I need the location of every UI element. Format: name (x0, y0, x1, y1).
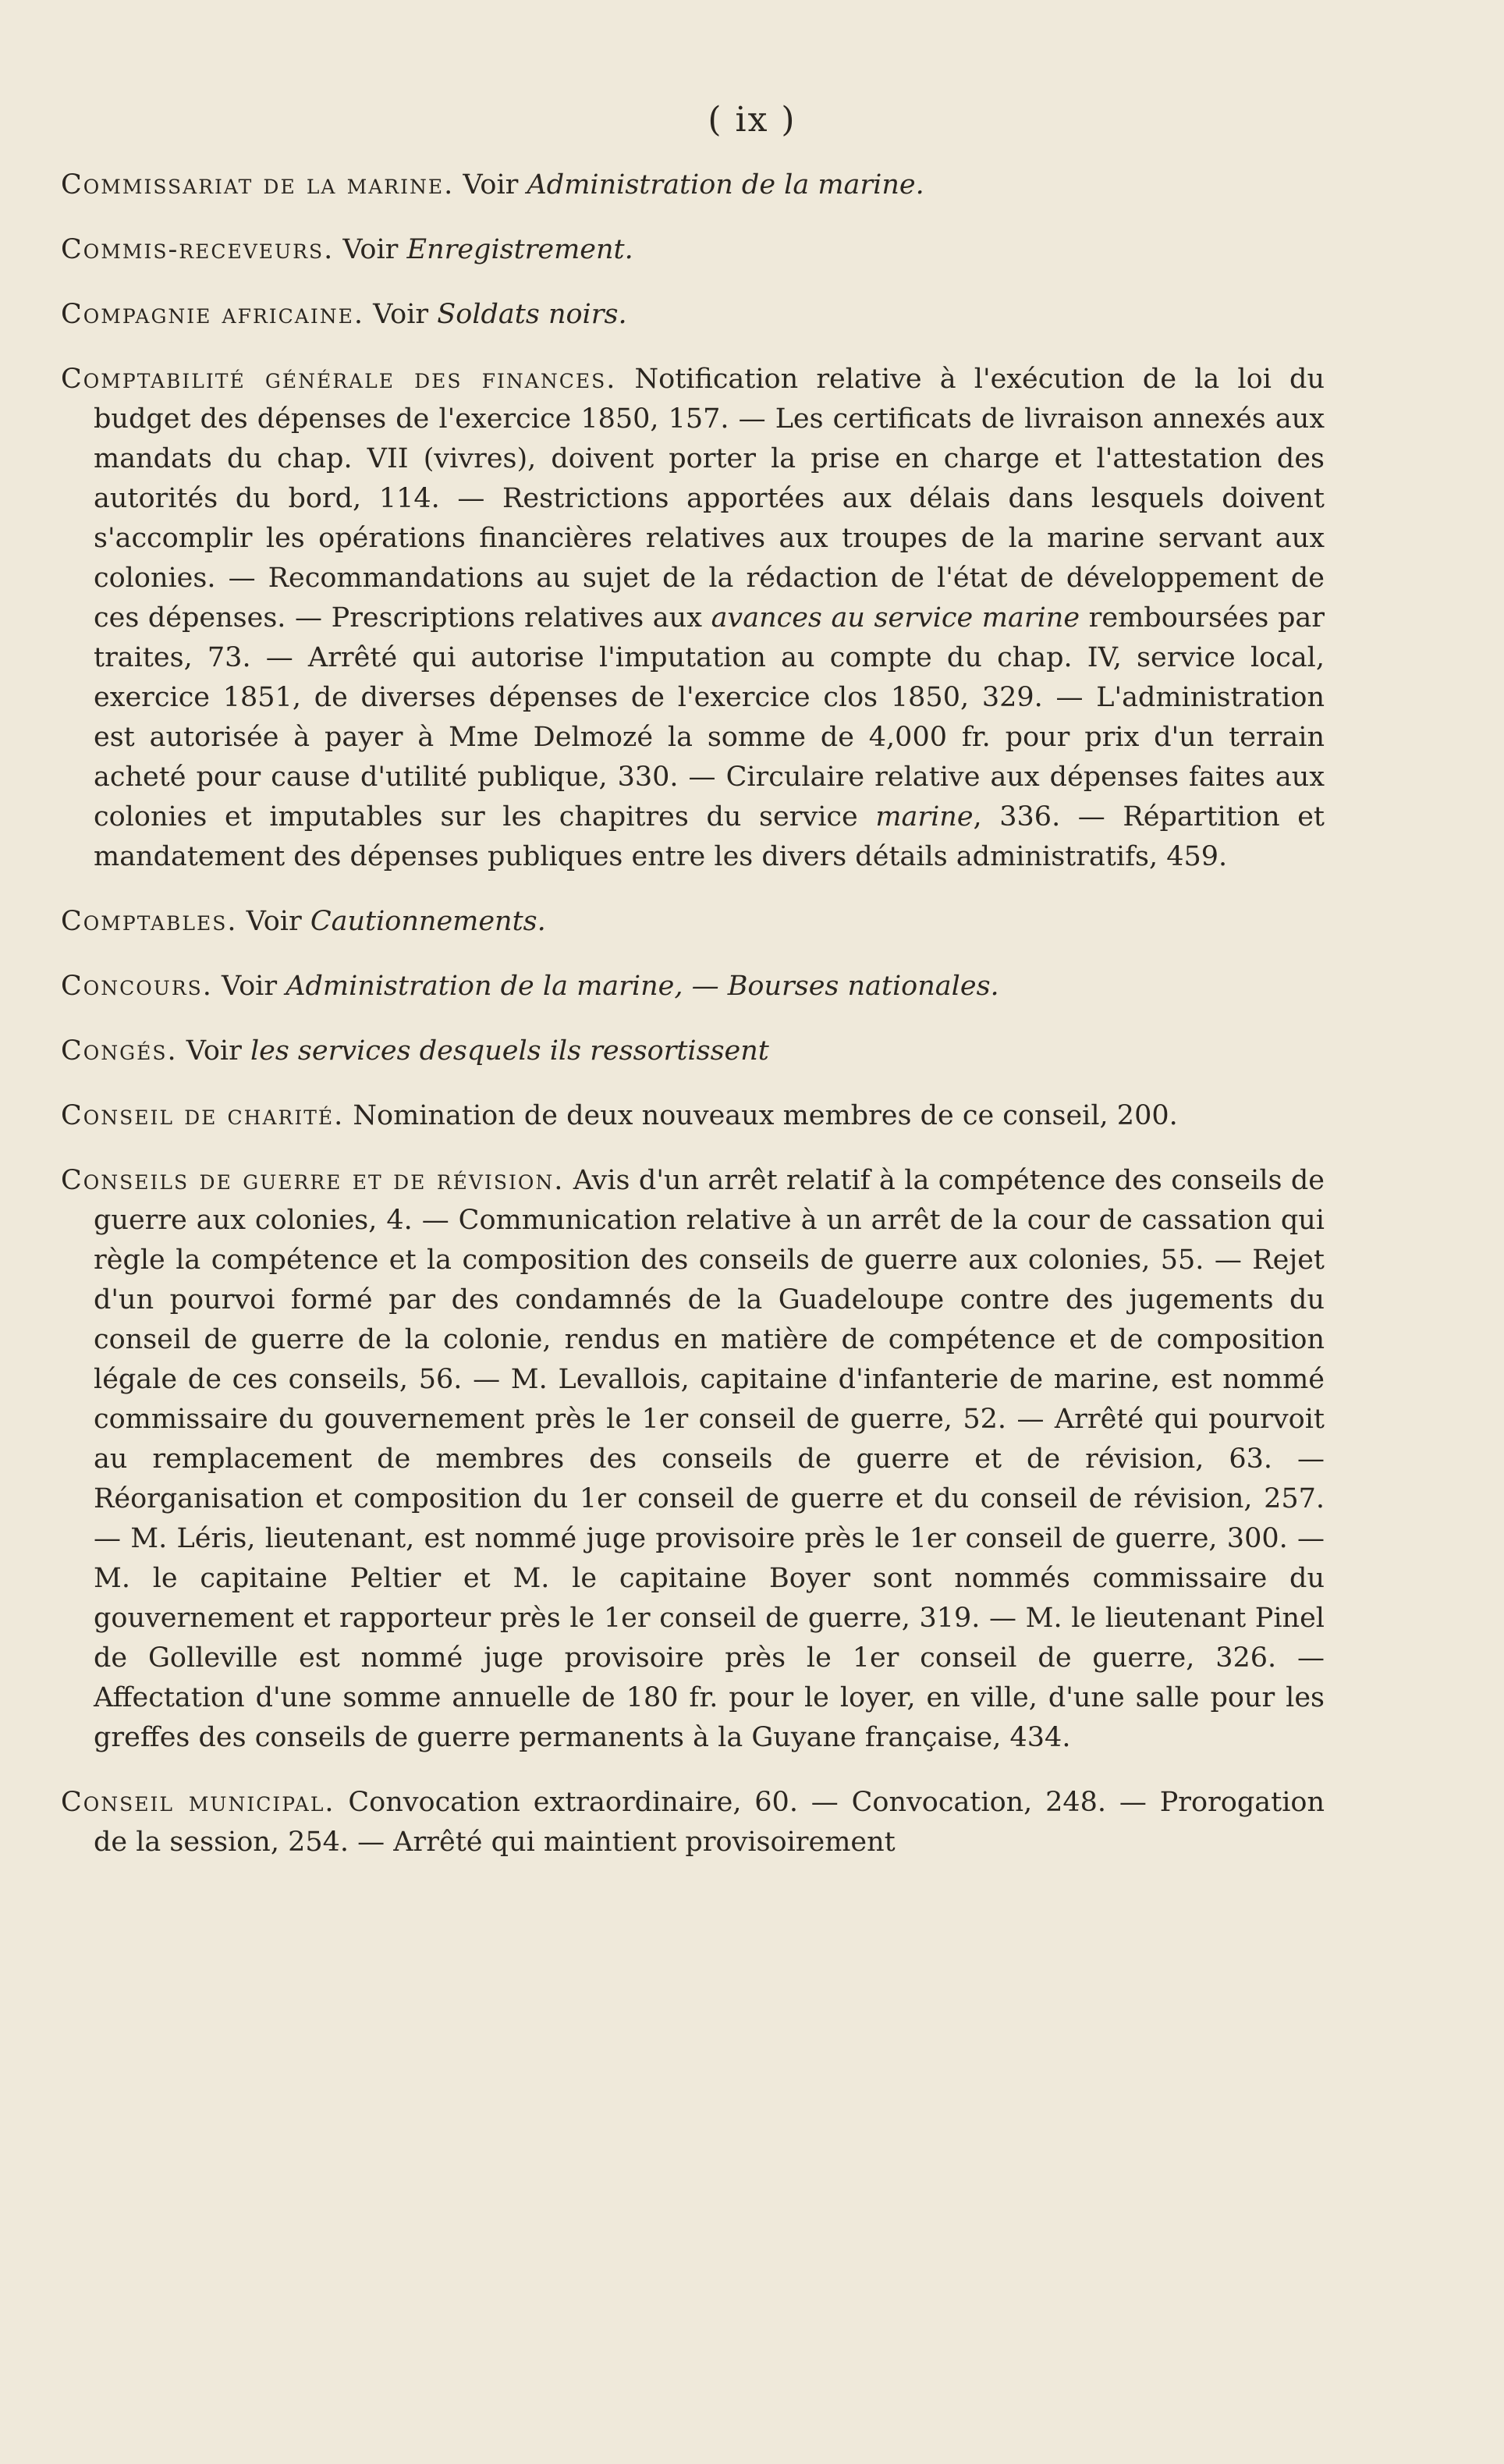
entry-text: Voir (364, 299, 438, 330)
index-entry (61, 902, 1325, 942)
entry-heading: Congés. (61, 1035, 178, 1067)
index-entry (61, 165, 1325, 205)
entry-reference: Administration de la marine, — Bourses nationales. (286, 971, 999, 1002)
entry-heading: Compagnie africaine. (61, 299, 364, 330)
entry-text: Notification relative à l'exécution de la loi du budget des dépenses de l'exercice 1850, 157. — Les certificats de livraison annexés aux mandats du chap. VII (vivres), doivent porter la prise en charge et l'attestation des autorités du bord, 114. — Restrictions apportées aux délais dans lesquels doivent s'accomplir les opérations financières relatives aux troupes de la marine servant aux colonies. — Recommandations au sujet de la rédaction de l'état de développement de ces dépenses. — Prescriptions relatives aux (94, 364, 1325, 634)
entry-text: Voir (177, 1035, 250, 1067)
entry-heading: Concours. (61, 971, 213, 1002)
entry-text: , 336. — Répartition et mandatement des dépenses publiques entre les divers détails administratifs, 459. (94, 801, 1325, 872)
index-entry (61, 230, 1325, 270)
entry-text: Voir (212, 971, 286, 1002)
index-entry (61, 967, 1325, 1007)
entry-heading: Commis-receveurs. (61, 234, 335, 265)
entry-reference: les services desquels ils ressortissent (250, 1035, 769, 1067)
entry-reference: Enregistrement. (406, 234, 633, 265)
page-number: ( ix ) (708, 100, 796, 140)
entry-heading: Comptables. (61, 906, 238, 937)
entry-text: Nomination de deux nouveaux membres de ce conseil, 200. (344, 1100, 1178, 1131)
entry-text: Avis d'un arrêt relatif à la compétence des conseils de guerre aux colonies, 4. — Communication relative à un arrêt de la cour de cassation qui règle la compétence et la composition des conseils de guerre aux colonies, 55. — Rejet d'un pourvoi formé par des condamnés de la Guadeloupe contre des jugements du conseil de guerre de la colonie, rendus en matière de compétence et de composition légale de ces conseils, 56. — M. Levallois, capitaine d'infanterie de marine, est nommé commissaire du gouvernement près le 1er conseil de guerre, 52. — Arrêté qui pourvoit au remplacement de membres des conseils de guerre et de révision, 63. — Réorganisation et composition du 1er conseil de guerre et du conseil de révision, 257. — M. Léris, lieutenant, est nommé juge provisoire près le 1er conseil de guerre, 300. — M. le capitaine Peltier et M. le capitaine Boyer sont nommés commissaire du gouvernement et rapporteur près le 1er conseil de guerre, 319. — M. le lieutenant Pinel de Golleville est nommé juge provisoire près le 1er conseil de guerre, 326. — Affectation d'une somme annuelle de 180 fr. pour le loyer, en ville, d'une salle pour les greffes des conseils de guerre permanents à la Guyane française, 434. (94, 1165, 1325, 1753)
entry-heading: Commissariat de la marine. (61, 169, 455, 201)
entry-reference: Cautionnements. (310, 906, 546, 937)
index-entry (61, 360, 1325, 877)
entry-text: remboursées par traites, 73. — Arrêté qui autorise l'imputation au compte du chap. IV, service local, exercice 1851, de diverses dépenses de l'exercice clos 1850, 329. — L'administration est autorisée à payer à Mme Delmozé la somme de 4,000 fr. pour prix d'un terrain acheté pour cause d'utilité publique, 330. — Circulaire relative aux dépenses faites aux colonies et imputables sur les chapitres du service (94, 602, 1325, 833)
index-entry (61, 1783, 1325, 1862)
entry-heading: Conseil de charité. (61, 1100, 345, 1131)
entry-reference: avances au service marine (711, 602, 1080, 634)
entry-heading: Conseil municipal. (61, 1787, 335, 1818)
index-entry (61, 1096, 1325, 1136)
index-entry (61, 1031, 1325, 1071)
entry-reference: Soldats noirs. (437, 299, 627, 330)
entry-reference: marine (875, 801, 974, 833)
entry-text: Convocation extraordinaire, 60. — Convocation, 248. — Prorogation de la session, 254. — Arrêté qui maintient provisoirement (94, 1787, 1325, 1858)
entry-heading: Conseils de guerre et de révision. (61, 1165, 565, 1196)
entry-text: Voir (454, 169, 527, 201)
entry-text: Voir (334, 234, 407, 265)
entry-text: Voir (237, 906, 310, 937)
entry-reference: Administration de la marine. (527, 169, 924, 201)
index-content (61, 165, 1325, 1887)
entry-heading: Comptabilité générale des finances. (61, 364, 617, 395)
index-entry (61, 1161, 1325, 1758)
index-entry (61, 295, 1325, 335)
